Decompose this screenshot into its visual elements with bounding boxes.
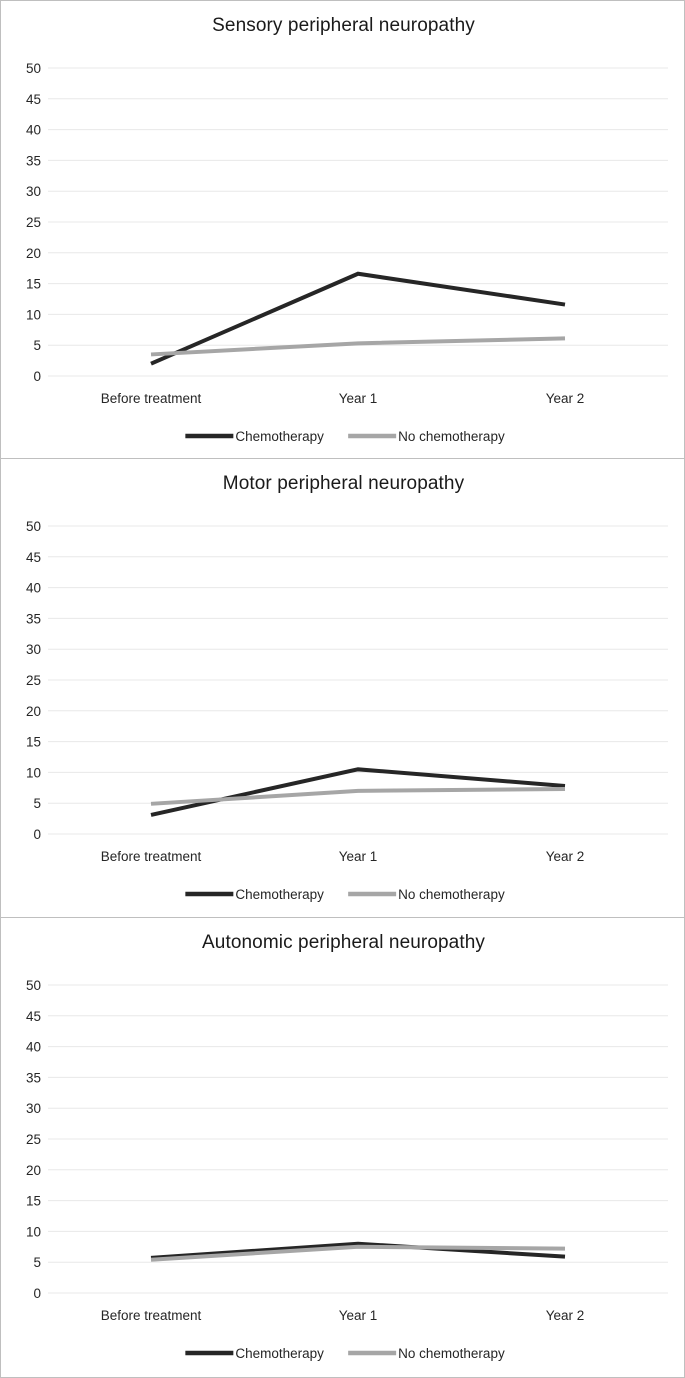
y-axis-tick-label: 20	[25, 245, 41, 261]
y-axis-tick-label: 45	[25, 549, 41, 565]
chart-title: Motor peripheral neuropathy	[222, 473, 465, 494]
plot-area	[1, 459, 685, 918]
series-group	[151, 769, 565, 815]
y-axis-tick-label: 0	[33, 1286, 41, 1301]
series-group	[151, 1244, 565, 1260]
legend	[185, 887, 505, 902]
legend-label-chemotherapy[interactable]: Chemotherapy	[235, 429, 324, 444]
y-axis-tick-label: 25	[25, 673, 41, 688]
chart-title: Autonomic peripheral neuropathy	[202, 932, 485, 953]
x-axis-tick-label: Year 2	[545, 849, 585, 864]
x-axis-tick-label: Year 1	[338, 849, 378, 864]
y-axis-tick-label: 20	[25, 703, 41, 719]
y-axis-tick-label: 20	[25, 1162, 41, 1178]
y-axis-tick-label: 15	[25, 276, 41, 292]
y-axis-tick-label: 25	[25, 1132, 41, 1147]
y-axis-tick-label: 30	[25, 642, 41, 658]
gridlines	[26, 978, 668, 1301]
x-axis-tick-label: Year 1	[338, 1308, 378, 1323]
legend-label-no-chemotherapy[interactable]: No chemotherapy	[398, 887, 505, 902]
legend	[185, 1346, 505, 1361]
x-axis-labels	[101, 1308, 585, 1323]
y-axis-tick-label: 25	[25, 215, 41, 230]
y-axis-tick-label: 0	[33, 369, 41, 384]
x-axis-tick-label: Year 2	[545, 1308, 585, 1323]
plot-area	[1, 1, 685, 459]
y-axis-tick-label: 5	[33, 338, 41, 354]
series-line-no-chemotherapy	[151, 338, 565, 354]
y-axis-tick-label: 10	[25, 765, 41, 781]
x-axis-labels	[101, 849, 585, 864]
y-axis-tick-label: 50	[25, 519, 41, 534]
y-axis-tick-label: 45	[25, 1008, 41, 1024]
gridlines	[26, 61, 668, 384]
x-axis-tick-label: Year 2	[545, 391, 585, 406]
x-axis-labels	[101, 391, 585, 406]
y-axis-tick-label: 40	[25, 1039, 41, 1055]
y-axis-tick-label: 0	[33, 827, 41, 842]
legend-label-no-chemotherapy[interactable]: No chemotherapy	[398, 1346, 505, 1361]
legend-label-no-chemotherapy[interactable]: No chemotherapy	[398, 429, 505, 444]
y-axis-tick-label: 35	[25, 1070, 41, 1086]
y-axis-tick-label: 35	[25, 611, 41, 627]
y-axis-tick-label: 15	[25, 1193, 41, 1209]
y-axis-tick-label: 5	[33, 1255, 41, 1271]
legend-label-chemotherapy[interactable]: Chemotherapy	[235, 887, 324, 902]
y-axis-tick-label: 40	[25, 122, 41, 138]
y-axis-tick-label: 35	[25, 153, 41, 169]
y-axis-tick-label: 10	[25, 307, 41, 323]
y-axis-tick-label: 10	[25, 1224, 41, 1240]
y-axis-tick-label: 30	[25, 1101, 41, 1117]
series-group	[151, 274, 565, 364]
chart-panel-2	[0, 459, 685, 918]
chart-title: Sensory peripheral neuropathy	[212, 15, 475, 36]
y-axis-tick-label: 15	[25, 734, 41, 750]
y-axis-tick-label: 45	[25, 91, 41, 107]
x-axis-tick-label: Before treatment	[100, 391, 202, 406]
x-axis-tick-label: Before treatment	[100, 1308, 202, 1323]
chart-panel-1	[0, 0, 685, 459]
x-axis-tick-label: Before treatment	[100, 849, 202, 864]
legend-label-chemotherapy[interactable]: Chemotherapy	[235, 1346, 324, 1361]
x-axis-tick-label: Year 1	[338, 391, 378, 406]
legend	[185, 429, 505, 444]
y-axis-tick-label: 30	[25, 184, 41, 200]
y-axis-tick-label: 50	[25, 978, 41, 993]
y-axis-tick-label: 50	[25, 61, 41, 76]
y-axis-tick-label: 5	[33, 796, 41, 812]
series-line-no-chemotherapy	[151, 789, 565, 804]
y-axis-tick-label: 40	[25, 580, 41, 596]
plot-area	[1, 918, 685, 1377]
chart-panel-3	[0, 918, 685, 1378]
